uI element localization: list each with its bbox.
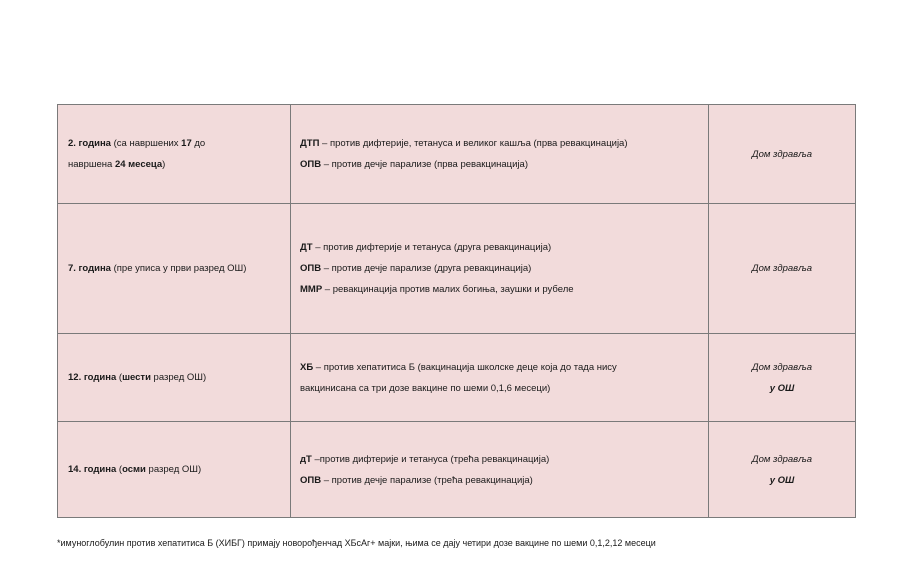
vaccine-cell — [291, 334, 709, 422]
place-label: Дом здравља — [751, 263, 813, 274]
age-note: до — [191, 138, 206, 149]
vaccine-code: дТ — [300, 453, 312, 465]
vaccine-code: ОПВ — [300, 474, 322, 486]
age-label: 7. година — [68, 263, 111, 274]
place-cell — [709, 105, 856, 204]
age-cell — [58, 422, 291, 518]
age-note: разред ОШ) — [150, 372, 207, 383]
age-cell — [58, 105, 291, 204]
age-label: 2. година — [68, 138, 111, 149]
grade-label: шести — [122, 372, 151, 383]
vaccine-cell — [291, 105, 709, 204]
vaccine-code: ОПВ — [300, 263, 322, 274]
age-note: ) — [162, 159, 166, 170]
vaccine-code: ДТП — [300, 138, 320, 149]
table-row — [58, 204, 856, 334]
age-cell — [58, 334, 291, 422]
vaccine-description: – против дечје парализе (друга ревакцинација) — [321, 263, 532, 274]
place-label: Дом здравља — [751, 361, 813, 373]
vaccine-description: – против хепатитиса Б (вакцинација школске деце која до тада нису — [313, 361, 617, 373]
vaccine-code: ХБ — [300, 361, 314, 373]
vaccine-description: – ревакцинација против малих богиња, заушки и рубеле — [322, 284, 574, 295]
vaccine-cell — [291, 204, 709, 334]
footnote: *имуноглобулин против хепатитиса Б (ХИБГ) примају новорођенчад ХБсАг+ мајки, њима се дају четири дозе вакцине по шеми 0,1,2,12 месеци — [57, 538, 656, 548]
age-cell — [58, 204, 291, 334]
table-row — [58, 422, 856, 518]
age-note: разред ОШ) — [145, 464, 202, 475]
vaccine-description: вакцинисана са три дозе вакцине по шеми 0,1,6 месеци) — [300, 382, 551, 394]
age-number: 17 — [181, 138, 192, 149]
age-note: ( — [116, 464, 123, 475]
vaccine-code: ДТ — [300, 242, 313, 253]
vaccine-cell — [291, 422, 709, 518]
age-note: навршена — [68, 159, 115, 170]
place-label: у ОШ — [769, 474, 795, 486]
place-cell — [709, 334, 856, 422]
age-note: (са навршених — [110, 138, 182, 149]
age-note: (пре уписа у први разред ОШ) — [110, 263, 247, 274]
table-row — [58, 105, 856, 204]
place-cell — [709, 422, 856, 518]
vaccination-schedule-table — [57, 104, 856, 518]
place-cell — [709, 204, 856, 334]
age-note: ( — [116, 372, 123, 383]
vaccine-code: ОПВ — [300, 159, 322, 170]
vaccine-description: – против дечје парализе (трећа ревакцинација) — [321, 474, 533, 486]
age-label: 14. година — [68, 464, 117, 475]
vaccine-description: – против дифтерије, тетануса и великог кашља (прва ревакцинација) — [319, 138, 628, 149]
vaccine-code: ММР — [300, 284, 323, 295]
vaccine-description: –против дифтерије и тетануса (трећа ревакцинација) — [311, 453, 550, 465]
vaccine-description: – против дечје парализе (прва ревакцинација) — [321, 159, 528, 170]
place-label: у ОШ — [769, 382, 795, 394]
table-row — [58, 334, 856, 422]
age-number: 24 месеца — [114, 159, 163, 170]
place-label: Дом здравља — [751, 148, 813, 160]
place-label: Дом здравља — [751, 453, 813, 465]
grade-label: осми — [122, 464, 146, 475]
age-label: 12. година — [68, 372, 117, 383]
vaccine-description: – против дифтерије и тетануса (друга ревакцинација) — [312, 242, 552, 253]
